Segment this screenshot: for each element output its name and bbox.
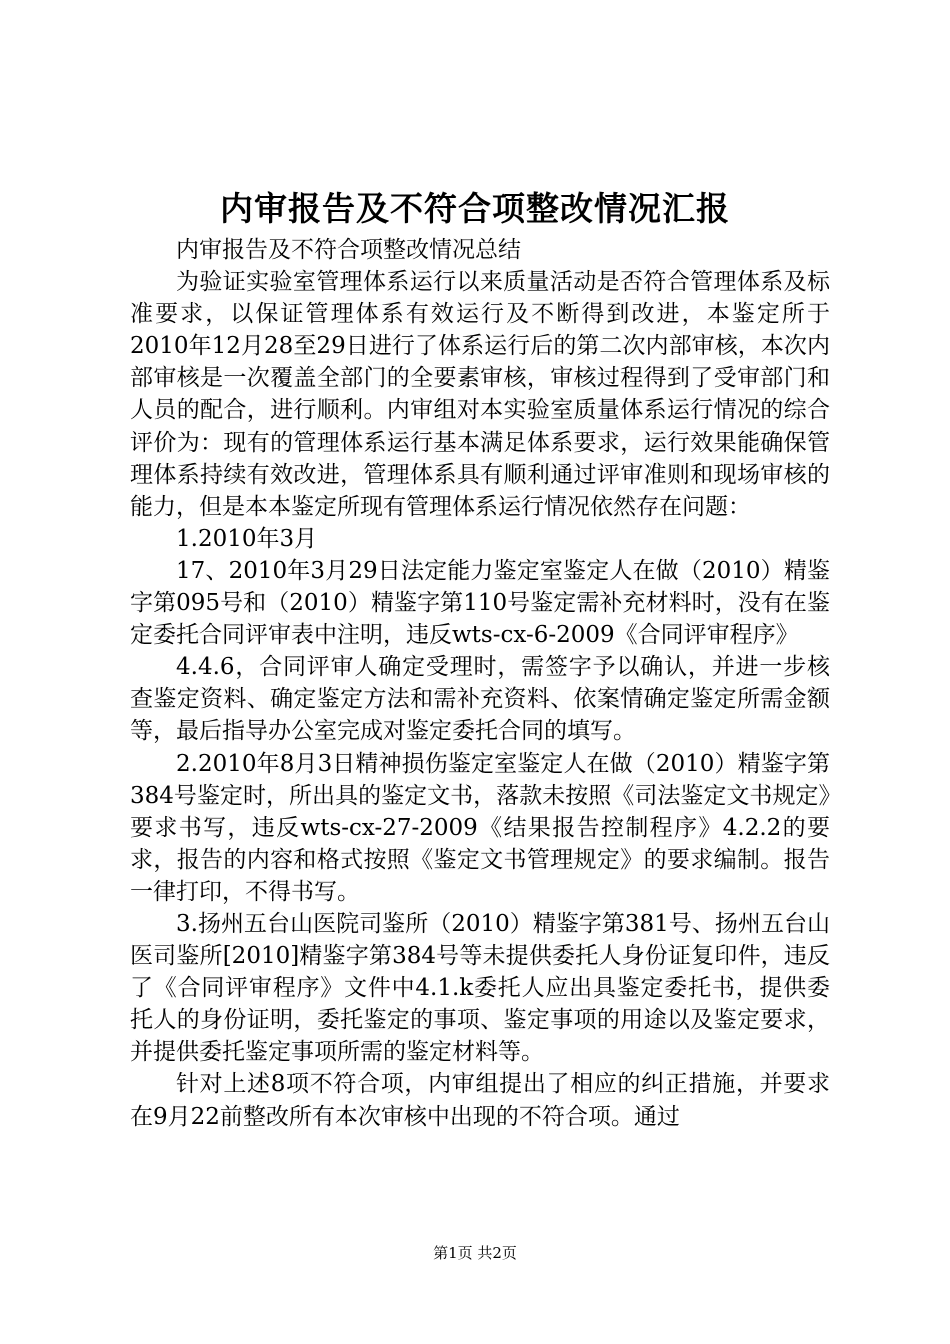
paragraph-item-1-detail: 17、2010年3月29日法定能力鉴定室鉴定人在做（2010）精鉴字第095号和（2010）精鉴字第110号鉴定需补充材料时，没有在鉴定委托合同评审表中注明，违反wts-cx-6-2009《合同评审程序》	[130, 557, 830, 649]
document-body	[130, 234, 830, 1133]
paragraph-item-2: 2.2010年8月3日精神损伤鉴定室鉴定人在做（2010）精鉴字第384号鉴定时，所出具的鉴定文书，落款未按照《司法鉴定文书规定》要求书写，违反wts-cx-27-2009《结果报告控制程序》4.2.2的要求，报告的内容和格式按照《鉴定文书管理规定》的要求编制。报告一律打印，不得书写。	[130, 750, 830, 905]
document-title: 内审报告及不符合项整改情况汇报	[220, 189, 730, 228]
paragraph-item-1-clause: 4.4.6，合同评审人确定受理时，需签字予以确认，并进一步核查鉴定资料、确定鉴定方法和需补充资料、依案情确定鉴定所需金额等，最后指导办公室完成对鉴定委托合同的填写。	[130, 654, 830, 745]
paragraph-item-3: 3.扬州五台山医院司鉴所（2010）精鉴字第381号、扬州五台山医司鉴所[2010]精鉴字第384号等未提供委托人身份证复印件，违反了《合同评审程序》文件中4.1.k委托人应出具鉴定委托书，提供委托人的身份证明，委托鉴定的事项、鉴定事项的用途以及鉴定要求，并提供委托鉴定事项所需的鉴定材料等。	[130, 910, 830, 1066]
paragraph-subtitle: 内审报告及不符合项整改情况总结	[176, 237, 521, 263]
paragraph-item-1-heading: 1.2010年3月	[176, 525, 318, 552]
paragraph-conclusion: 针对上述8项不符合项，内审组提出了相应的纠正措施，并要求在9月22前整改所有本次审核中出现的不符合项。通过	[130, 1071, 830, 1130]
page-footer: 第1页 共2页	[433, 1244, 517, 1262]
paragraph-intro: 为验证实验室管理体系运行以来质量活动是否符合管理体系及标准要求，以保证管理体系有效运行及不断得到改进，本鉴定所于2010年12月28至29日进行了体系运行后的第二次内部审核，本次内部审核是一次覆盖全部门的全要素审核，审核过程得到了受审部门和人员的配合，进行顺利。内审组对本实验室质量体系运行情况的综合评价为：现有的管理体系运行基本满足体系要求，运行效果能确保管理体系持续有效改进，管理体系具有顺利通过评审准则和现场审核的能力，但是本本鉴定所现有管理体系运行情况依然存在问题：	[130, 269, 830, 520]
